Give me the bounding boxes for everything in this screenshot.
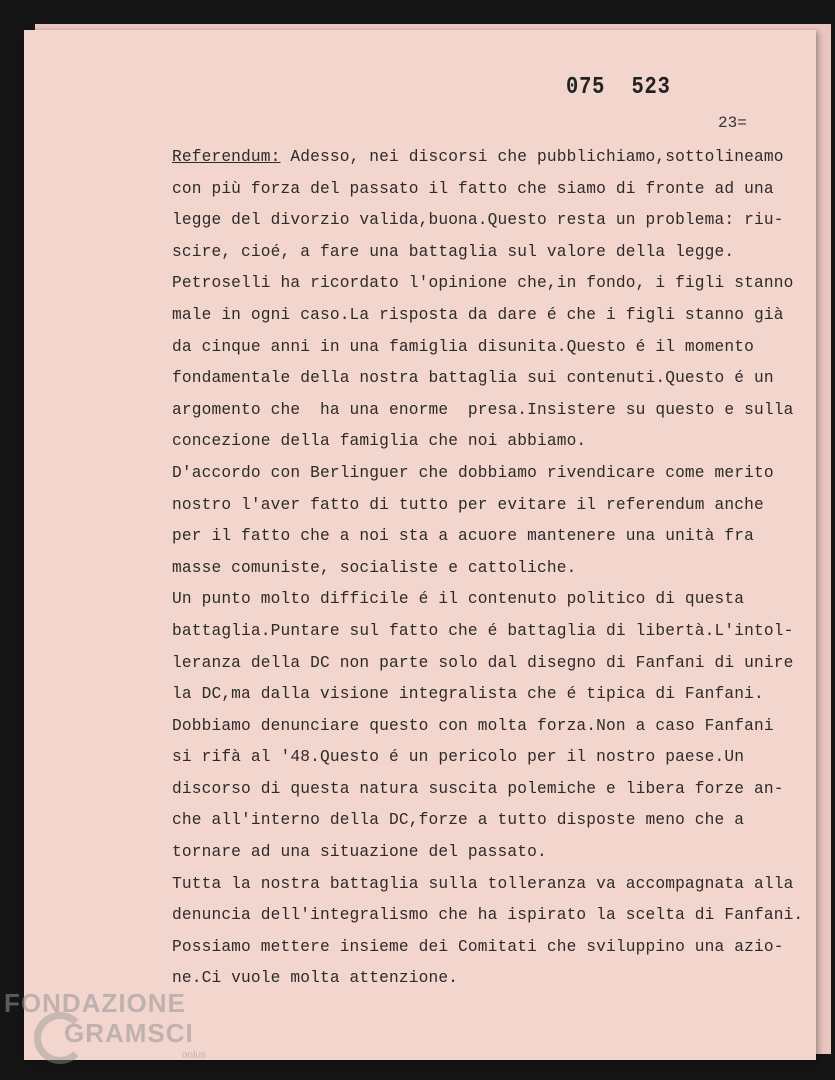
archive-number: 075 523 (566, 74, 671, 101)
text-line: denuncia dell'integralismo che ha ispirato la scelta di Fanfani. (172, 906, 804, 925)
text-line: tornare ad una situazione del passato. (172, 843, 547, 862)
text-line: che all'interno della DC,forze a tutto disposte meno che a (172, 811, 745, 830)
page-number: 23= (718, 114, 747, 132)
text-line: argomento che ha una enorme presa.Insistere su questo e sulla (172, 400, 794, 419)
text-line: masse comuniste, socialiste e cattoliche. (172, 558, 577, 577)
text-line: la DC,ma dalla visione integralista che é tipica di Fanfani. (172, 685, 764, 704)
text-line: concezione della famiglia che noi abbiamo. (172, 432, 587, 451)
watermark-line-3: onlus (182, 1050, 206, 1061)
text-line: da cinque anni in una famiglia disunita.Questo é il momento (172, 337, 754, 356)
text-line: con più forza del passato il fatto che siamo di fronte ad una (172, 179, 774, 198)
text-line: si rifà al '48.Questo é un pericolo per il nostro paese.Un (172, 748, 745, 767)
text-line: discorso di questa natura suscita polemiche e libera forze an- (172, 779, 784, 798)
text-line-content: Adesso, nei discorsi che pubblichiamo,sottolineamo (280, 148, 784, 166)
text-line: ne.Ci vuole molta attenzione. (172, 969, 459, 988)
typewritten-body (172, 142, 812, 995)
text-line: legge del divorzio valida,buona.Questo resta un problema: riu- (172, 211, 784, 230)
text-line: scire, cioé, a fare una battaglia sul valore della legge. (172, 242, 735, 261)
watermark-line-1: FONDAZIONE (4, 988, 186, 1018)
watermark-line-2: GRAMSCI (64, 1018, 194, 1048)
text-line: male in ogni caso.La risposta da dare é che i figli stanno già (172, 305, 784, 324)
text-line: per il fatto che a noi sta a acuore mantenere una unità fra (172, 527, 754, 546)
text-line: Possiamo mettere insieme dei Comitati che sviluppino una azio- (172, 937, 784, 956)
fondazione-gramsci-watermark (4, 988, 206, 1061)
text-line: Petroselli ha ricordato l'opinione che,in fondo, i figli stanno (172, 274, 794, 293)
document-page (24, 30, 816, 1060)
text-line: battaglia.Puntare sul fatto che é battaglia di libertà.L'intol- (172, 621, 794, 640)
text-line: D'accordo con Berlinguer che dobbiamo rivendicare come merito (172, 463, 774, 482)
text-line: Dobbiamo denunciare questo con molta forza.Non a caso Fanfani (172, 716, 774, 735)
text-line: fondamentale della nostra battaglia sui contenuti.Questo é un (172, 369, 774, 388)
text-line: Tutta la nostra battaglia sulla tolleranza va accompagnata alla (172, 874, 794, 893)
referendum-heading: Referendum: (172, 148, 281, 166)
text-line: nostro l'aver fatto di tutto per evitare il referendum anche (172, 495, 764, 514)
text-line: Un punto molto difficile é il contenuto politico di questa (172, 590, 745, 609)
text-line (172, 142, 812, 174)
text-line: leranza della DC non parte solo dal disegno di Fanfani di unire (172, 653, 794, 672)
